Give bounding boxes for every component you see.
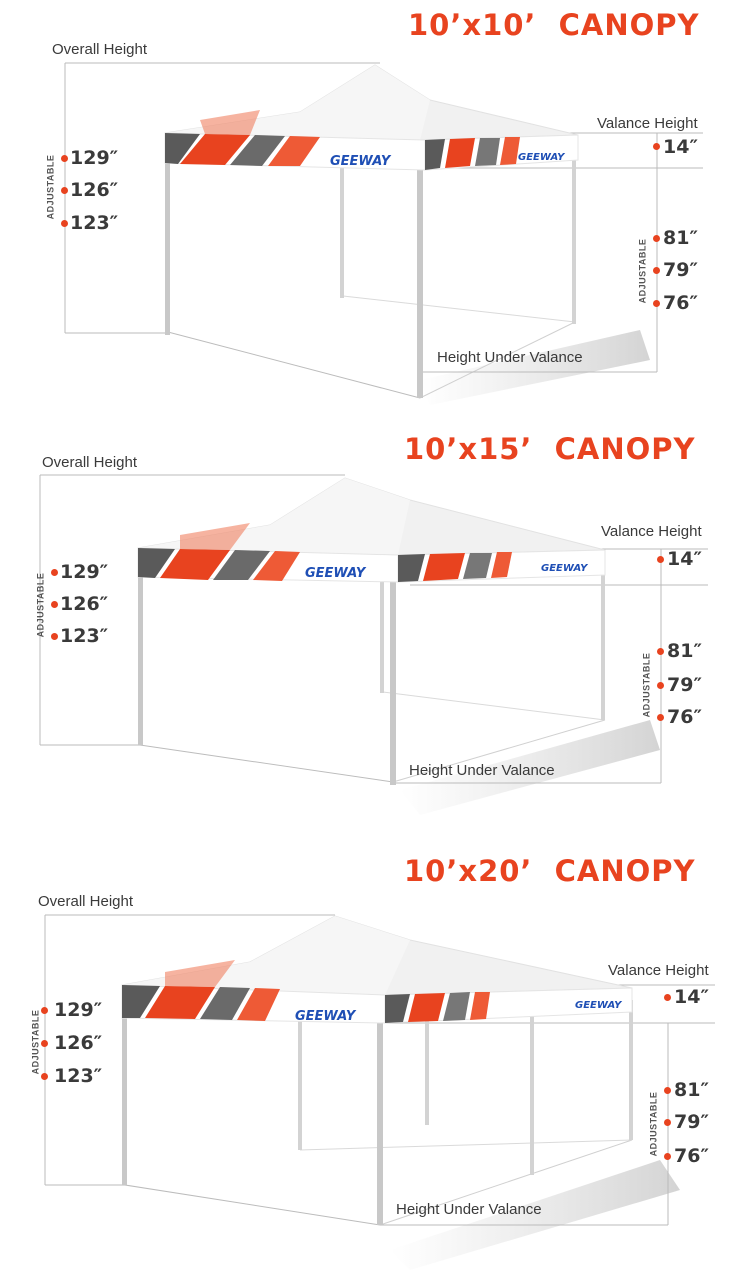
panel-title: 10’x10’ CANOPY [408,8,700,42]
brand-logo-front: GEEWAY [330,154,391,169]
marker-dot [653,143,660,150]
under-valance-value: 79″ [674,1111,709,1133]
adjustable-label-left: ADJUSTABLE [45,154,56,220]
height-under-valance-label: Height Under Valance [437,349,583,366]
overall-height-value: 123″ [54,1065,103,1087]
marker-dot [657,556,664,563]
under-valance-value: 81″ [663,227,698,249]
panel-title: 10’x20’ CANOPY [404,854,696,888]
valance-height-value: 14″ [663,136,698,158]
under-valance-value: 79″ [667,674,702,696]
adjustable-label-right: ADJUSTABLE [637,238,648,304]
marker-dot [653,300,660,307]
marker-dot [664,1087,671,1094]
marker-dot [61,187,68,194]
adjustable-label-right: ADJUSTABLE [648,1091,659,1157]
marker-dot [51,569,58,576]
height-under-valance-label: Height Under Valance [396,1201,542,1218]
brand-logo-front: GEEWAY [295,1009,356,1024]
canopy-panel-10x10 [0,0,750,420]
valance-height-value: 14″ [674,986,709,1008]
under-valance-value: 76″ [667,706,702,728]
canopy-panel-10x20 [0,840,750,1284]
overall-height-value: 129″ [54,999,103,1021]
overall-height-value: 123″ [70,212,119,234]
overall-height-value: 126″ [60,593,109,615]
marker-dot [664,1119,671,1126]
under-valance-value: 76″ [663,292,698,314]
marker-dot [653,267,660,274]
adjustable-label-left: ADJUSTABLE [35,572,46,638]
under-valance-value: 79″ [663,259,698,281]
under-valance-value: 81″ [667,640,702,662]
marker-dot [657,682,664,689]
adjustable-label-left: ADJUSTABLE [30,1009,41,1075]
height-under-valance-label: Height Under Valance [409,762,555,779]
marker-dot [664,994,671,1001]
valance-height-value: 14″ [667,548,702,570]
canopy-illustration-10x15 [0,420,750,840]
brand-logo-front: GEEWAY [305,566,366,581]
canopy-panel-10x15 [0,420,750,840]
overall-height-value: 129″ [70,147,119,169]
panel-title: 10’x15’ CANOPY [404,432,696,466]
overall-height-label: Overall Height [52,41,148,58]
marker-dot [51,633,58,640]
under-valance-value: 81″ [674,1079,709,1101]
canopy-illustration-10x10 [0,0,750,420]
overall-height-value: 126″ [54,1032,103,1054]
marker-dot [41,1007,48,1014]
overall-height-value: 126″ [70,179,119,201]
marker-dot [657,714,664,721]
marker-dot [657,648,664,655]
brand-logo-side: GEEWAY [575,1000,622,1011]
valance-height-label: Valance Height [608,962,709,979]
marker-dot [664,1153,671,1160]
overall-height-value: 123″ [60,625,109,647]
adjustable-label-right: ADJUSTABLE [641,652,652,718]
marker-dot [41,1040,48,1047]
brand-logo-side: GEEWAY [518,152,565,163]
valance-height-label: Valance Height [597,115,698,132]
under-valance-value: 76″ [674,1145,709,1167]
marker-dot [41,1073,48,1080]
overall-height-label: Overall Height [38,893,134,910]
overall-height-label: Overall Height [42,454,138,471]
brand-logo-side: GEEWAY [541,563,588,574]
overall-height-value: 129″ [60,561,109,583]
marker-dot [61,155,68,162]
marker-dot [653,235,660,242]
marker-dot [51,601,58,608]
valance-height-label: Valance Height [601,523,702,540]
marker-dot [61,220,68,227]
